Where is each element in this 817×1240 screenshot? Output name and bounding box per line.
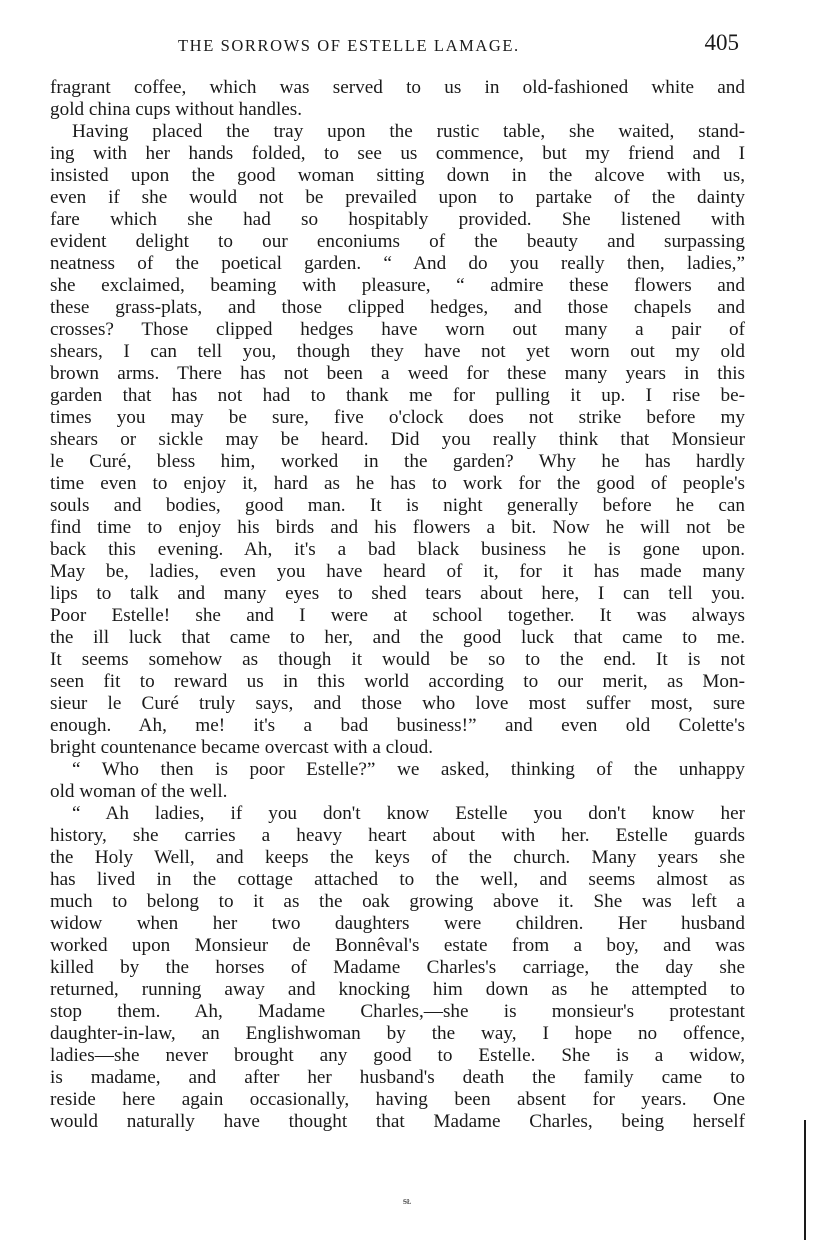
text-line: the Holy Well, and keeps the keys of the church. Many years she — [50, 847, 745, 868]
text-line: bright countenance became overcast with a cloud. — [50, 737, 434, 758]
text-line: ing with her hands folded, to see us commence, but my friend and I — [50, 143, 745, 164]
text-line: returned, running away and knocking him down as he attempted to — [50, 979, 745, 1000]
text-line: Having placed the tray upon the rustic table, she waited, stand- — [72, 121, 745, 142]
text-line: garden that has not had to thank me for pulling it up. I rise be- — [50, 385, 745, 406]
text-line: brown arms. There has not been a weed for these many years in this — [50, 363, 745, 384]
text-line: seen fit to reward us in this world according to our merit, as Mon- — [50, 671, 745, 692]
text-line: daughter-in-law, an Englishwoman by the way, I hope no offence, — [50, 1023, 745, 1044]
text-line: crosses? Those clipped hedges have worn out many a pair of — [50, 319, 745, 340]
text-line: “ Ah ladies, if you don't know Estelle you don't know her — [72, 803, 745, 824]
text-line: “ Who then is poor Estelle?” we asked, thinking of the unhappy — [72, 759, 745, 780]
text-line: shears or sickle may be heard. Did you really think that Monsieur — [50, 429, 745, 450]
text-line: insisted upon the good woman sitting down in the alcove with us, — [50, 165, 745, 186]
text-line: history, she carries a heavy heart about with her. Estelle guards — [50, 825, 745, 846]
text-line: reside here again occasionally, having been absent for years. One — [50, 1089, 745, 1110]
text-line: has lived in the cottage attached to the well, and seems almost as — [50, 869, 745, 890]
text-line: It seems somehow as though it would be so to the end. It is not — [50, 649, 745, 670]
text-line: fare which she had so hospitably provided. She listened with — [50, 209, 745, 230]
text-line: she exclaimed, beaming with pleasure, “ admire these flowers and — [50, 275, 745, 296]
text-line: find time to enjoy his birds and his flowers a bit. Now he will not be — [50, 517, 745, 538]
text-line: gold china cups without handles. — [50, 99, 303, 120]
text-line: ladies—she never brought any good to Estelle. She is a widow, — [50, 1045, 745, 1066]
text-line: time even to enjoy it, hard as he has to work for the good of people's — [50, 473, 745, 494]
text-line: sieur le Curé truly says, and those who love most suffer most, sure — [50, 693, 745, 714]
text-line: these grass-plats, and those clipped hedges, and those chapels and — [50, 297, 745, 318]
text-line: worked upon Monsieur de Bonnêval's estate from a boy, and was — [50, 935, 745, 956]
text-line: fragrant coffee, which was served to us in old-fashioned white and — [50, 77, 745, 98]
text-line: evident delight to our enconiums of the beauty and surpassing — [50, 231, 745, 252]
text-line: enough. Ah, me! it's a bad business!” and even old Colette's — [50, 715, 745, 736]
text-line: times you may be sure, five o'clock does not strike before my — [50, 407, 745, 428]
text-line: back this evening. Ah, it's a bad black business he is gone upon. — [50, 539, 745, 560]
text-line: lips to talk and many eyes to shed tears about here, I can tell you. — [50, 583, 745, 604]
text-line: neatness of the poetical garden. “ And do you really then, ladies,” — [50, 253, 745, 274]
page-number: 405 — [704, 30, 739, 55]
text-line: even if she would not be prevailed upon to partake of the dainty — [50, 187, 745, 208]
text-line: would naturally have thought that Madame Charles, being herself — [50, 1111, 745, 1132]
text-line: Poor Estelle! she and I were at school together. It was always — [50, 605, 745, 626]
printer-mark: ᵴᴌ — [403, 1196, 412, 1207]
text-line: old woman of the well. — [50, 781, 228, 802]
text-line: much to belong to it as the oak growing above it. She was left a — [50, 891, 745, 912]
page-header — [50, 30, 745, 58]
text-line: is madame, and after her husband's death the family came to — [50, 1067, 745, 1088]
text-line: widow when her two daughters were children. Her husband — [50, 913, 745, 934]
text-line: May be, ladies, even you have heard of it, for it has made many — [50, 561, 745, 582]
text-line: killed by the horses of Madame Charles's carriage, the day she — [50, 957, 745, 978]
text-line: stop them. Ah, Madame Charles,—she is monsieur's protestant — [50, 1001, 745, 1022]
text-line: souls and bodies, good man. It is night generally before he can — [50, 495, 745, 516]
body-text — [50, 77, 745, 1133]
text-line: le Curé, bless him, worked in the garden? Why he has hardly — [50, 451, 745, 472]
page-edge-rule — [804, 1120, 806, 1240]
running-title: THE SORROWS OF ESTELLE LAMAGE. — [178, 36, 520, 55]
text-line: shears, I can tell you, though they have not yet worn out my old — [50, 341, 745, 362]
text-line: the ill luck that came to her, and the good luck that came to me. — [50, 627, 745, 648]
